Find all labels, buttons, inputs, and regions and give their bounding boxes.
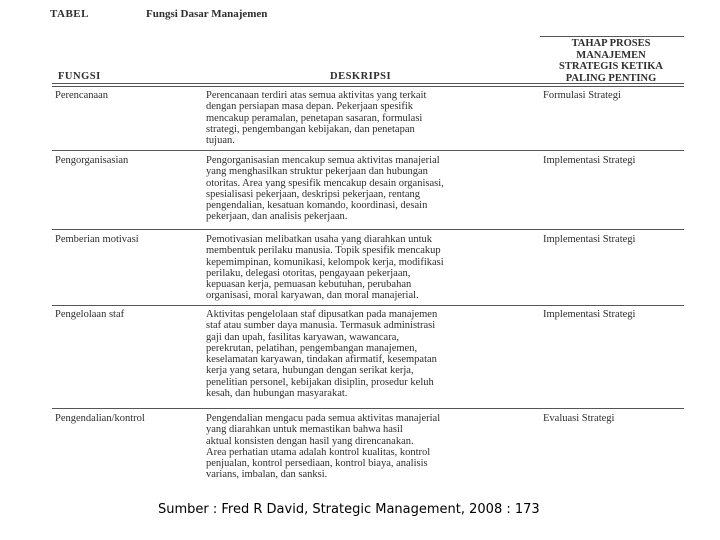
desc-line: Pengendalian mengacu pada semua aktivitas manajerial (206, 413, 441, 424)
row-tahap: Implementasi Strategi (543, 309, 636, 320)
row-rule (52, 229, 684, 230)
desc-line: kerja yang setara, hubungan dengan serikat kerja, (206, 365, 414, 377)
desc-line: pekerjaan, dan analisis pekerjaan. (206, 211, 348, 223)
row-rule (52, 305, 684, 306)
desc-line: varians, imbalan, dan sanksi. (206, 469, 328, 481)
header-tahap-line: TAHAP PROSES (571, 38, 651, 49)
desc-line: Perencanaan terdiri atas semua aktivitas yang terkait (206, 90, 427, 101)
desc-line: staf atau sumber daya manusia. Termasuk administrasi (206, 320, 436, 332)
row-rule (52, 408, 684, 409)
row-tahap: Implementasi Strategi (543, 155, 636, 166)
header-top-rule (540, 36, 684, 37)
desc-line: tujuan. (206, 135, 235, 147)
row-fungsi: Pengorganisasian (55, 155, 129, 166)
row-tahap: Formulasi Strategi (543, 90, 621, 101)
desc-line: penelitian personel, kebijakan disiplin, prosedur keluh (206, 376, 434, 388)
header-rule-double (52, 86, 684, 87)
header-tahap-line: STRATEGIS KETIKA (559, 61, 663, 72)
row-deskripsi (206, 413, 526, 481)
desc-line: membentuk perilaku manusia. Topik spesifik mencakup (206, 245, 441, 257)
desc-line: kepemimpinan, komunikasi, kelompok kerja, modifikasi (206, 256, 444, 268)
source-caption: Sumber : Fred R David, Strategic Management, 2008 : 173 (158, 502, 540, 517)
desc-line: organisasi, moral karyawan, dan moral manajerial. (206, 290, 419, 302)
row-deskripsi (206, 234, 526, 302)
desc-line: strategi, pengembangan kebijakan, dan penetapan (206, 123, 415, 135)
row-fungsi: Perencanaan (55, 90, 109, 101)
desc-line: Area perhatian utama adalah kontrol kualitas, kontrol (206, 446, 431, 458)
row-deskripsi (206, 155, 526, 223)
table-label: TABEL (50, 8, 89, 20)
desc-line: aktual konsisten dengan hasil yang direncanakan. (206, 435, 414, 447)
desc-line: otoritas. Area yang spesifik mencakup desain organisasi, (206, 177, 444, 189)
desc-line: keselamatan karyawan, tindakan afirmatif, kesempatan (206, 354, 437, 366)
desc-line: spesialisasi pekerjaan, deskripsi pekerjaan, rentang (206, 188, 421, 200)
desc-line: Pengorganisasian mencakup semua aktivitas manajerial (206, 155, 440, 166)
desc-line: yang menghasilkan struktur pekerjaan dan hubungan (206, 166, 428, 178)
desc-line: penjualan, kontrol persediaan, kontrol biaya, analisis (206, 458, 428, 470)
row-fungsi: Pengendalian/kontrol (55, 413, 145, 424)
row-deskripsi (206, 309, 526, 399)
desc-line: kesah, dan hubungan masyarakat. (206, 388, 348, 400)
desc-line: mencakup peramalan, penetapan sasaran, formulasi (206, 112, 423, 124)
header-tahap-line: PALING PENTING (565, 72, 657, 84)
desc-line: gaji dan upah, fasilitas karyawan, wawancara, (206, 331, 399, 343)
table-title: Fungsi Dasar Manajemen (146, 8, 268, 20)
row-rule (52, 150, 684, 151)
desc-line: yang diarahkan untuk memastikan bahwa hasil (206, 424, 403, 436)
desc-line: Pemotivasian melibatkan usaha yang diarahkan untuk (206, 234, 432, 245)
desc-line: dengan persiapan masa depan. Pekerjaan spesifik (206, 101, 414, 113)
desc-line: kepuasan kerja, pemuasan kebutuhan, perubahan (206, 279, 412, 291)
desc-line: perekrutan, pelatihan, pengembangan manajemen, (206, 342, 418, 354)
row-deskripsi (206, 90, 526, 146)
header-fungsi: FUNGSI (58, 71, 101, 82)
header-tahap-line: MANAJEMEN (576, 49, 646, 61)
desc-line: perilaku, delegasi otoritas, pengayaan pekerjaan, (206, 267, 411, 279)
desc-line: Aktivitas pengelolaan staf dipusatkan pada manajemen (206, 309, 438, 320)
row-fungsi: Pemberian motivasi (55, 234, 139, 245)
desc-line: pengendalian, kesatuan komando, koordinasi, desain (206, 200, 428, 212)
row-tahap: Evaluasi Strategi (543, 413, 615, 424)
row-fungsi: Pengelolaan staf (55, 309, 125, 320)
header-tahap (540, 38, 682, 84)
row-tahap: Implementasi Strategi (543, 234, 636, 245)
header-deskripsi: DESKRIPSI (330, 71, 392, 82)
